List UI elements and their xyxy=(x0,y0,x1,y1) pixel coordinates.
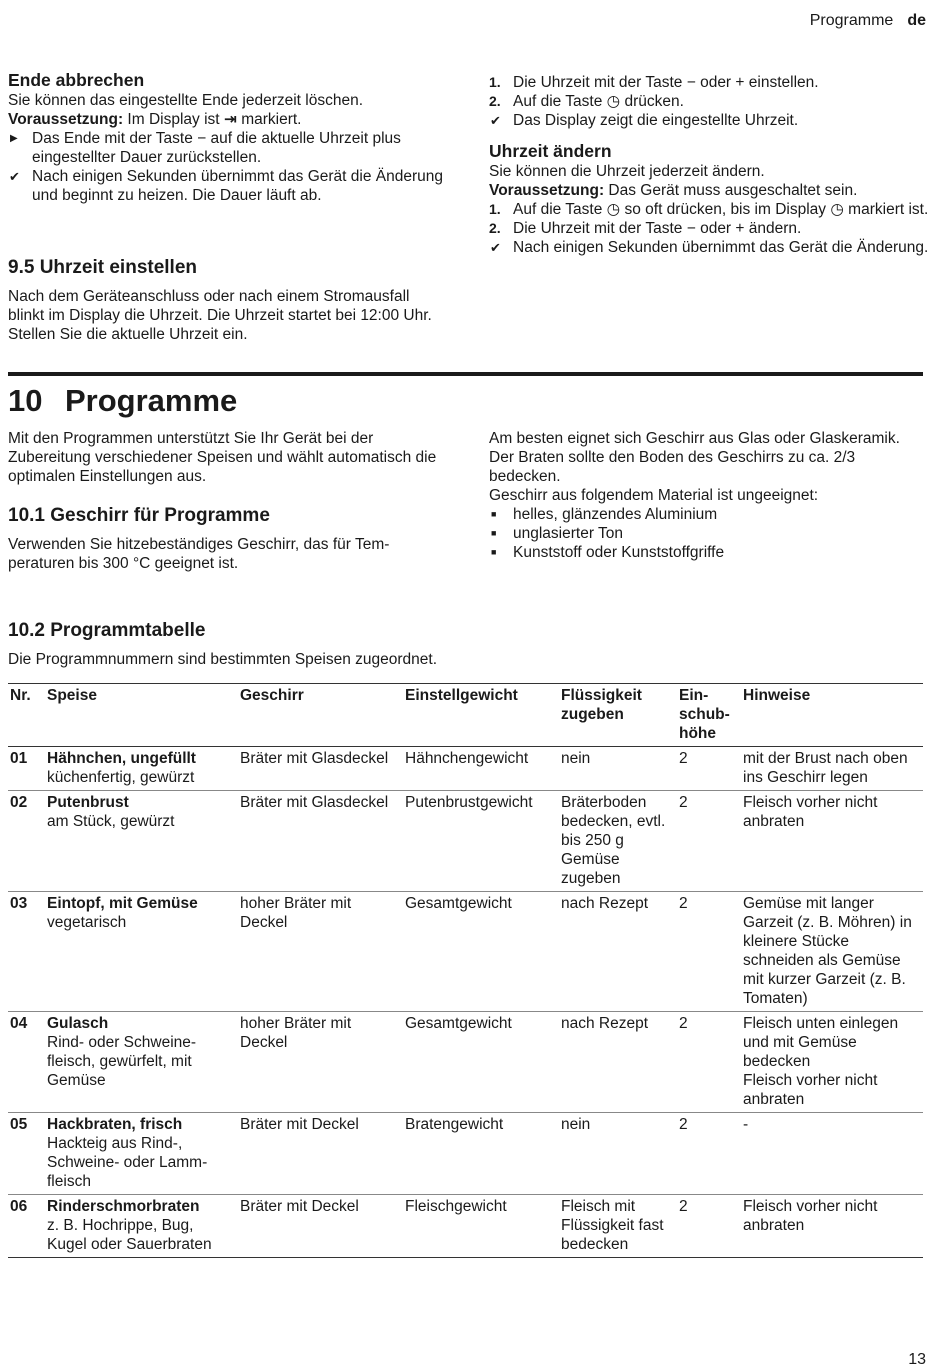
aendern-result: ✔ Nach einigen Sekunden übernimmt das Gerät die Änderung. xyxy=(490,239,929,256)
cell-fluessigkeit: Fleisch mit Flüssigkeit fast bedecken xyxy=(559,1195,677,1258)
cell-hinweise: - xyxy=(741,1113,923,1195)
dish-description: küchenfertig, gewürzt xyxy=(47,769,195,786)
uhrzeit-text: Nach dem Geräteanschluss oder nach einem Stromausfall blinkt im Display die Uhrzeit. Die Uhrzeit startet bei 12:00 Uhr. Stellen Sie die aktuelle Uhrzeit ein. xyxy=(8,288,432,343)
dish-name: Eintopf, mit Gemüse xyxy=(47,895,198,912)
square-bullet-icon: ■ xyxy=(491,528,497,538)
header-geschirr: Geschirr xyxy=(238,684,403,747)
dish-name: Hackbraten, frisch xyxy=(47,1116,183,1133)
cell-speise xyxy=(45,791,238,892)
cell-fluessigkeit: nein xyxy=(559,747,677,791)
aendern-title: Uhrzeit ändern xyxy=(489,141,612,161)
step-number: 1. xyxy=(489,201,501,217)
chapter-left-column xyxy=(8,429,448,573)
check-icon: ✔ xyxy=(490,240,501,255)
cell-geschirr: Bräter mit Glasdeckel xyxy=(238,791,403,892)
cell-einschubhoehe: 2 xyxy=(677,1195,741,1258)
dish-description: Hackteig aus Rind-, Schweine- oder Lammfleisch xyxy=(47,1135,208,1190)
ende-step: ▶ Das Ende mit der Taste − auf die aktuelle Uhrzeit plus eingestellter Dauer zurückstellen. xyxy=(10,130,401,166)
dish-description: z. B. Hochrippe, Bug, Kugel oder Sauerbraten xyxy=(47,1217,212,1253)
end-time-icon: ⇥ xyxy=(223,111,237,128)
dish-name: Putenbrust xyxy=(47,794,129,811)
table-row xyxy=(8,1012,923,1113)
cell-fluessigkeit: nein xyxy=(559,1113,677,1195)
ende-title: Ende abbrechen xyxy=(8,70,145,90)
cell-hinweise: Gemüse mit langer Garzeit (z. B. Möhren) in kleinere Stücke schneiden als Gemüse mit kurzer Garzeit (z. B. Tomaten) xyxy=(741,892,923,1012)
step-number: 1. xyxy=(489,74,501,90)
table-row xyxy=(8,1195,923,1258)
cell-speise xyxy=(45,1113,238,1195)
check-icon: ✔ xyxy=(9,169,20,184)
header-hinweise: Hinweise xyxy=(741,684,923,747)
cell-einstellgewicht: Putenbrustgewicht xyxy=(403,791,559,892)
cell-einstellgewicht: Fleischgewicht xyxy=(403,1195,559,1258)
triangle-bullet-icon: ▶ xyxy=(10,133,18,144)
aendern-step-2: 2. Die Uhrzeit mit der Taste − oder + ändern. xyxy=(489,220,802,237)
step-result: ✔ Das Display zeigt die eingestellte Uhrzeit. xyxy=(490,112,799,129)
header-speise: Speise xyxy=(45,684,238,747)
table-intro: Die Programmnummern sind bestimmten Speisen zugeordnet. xyxy=(8,651,438,668)
cell-nr: 05 xyxy=(8,1113,45,1195)
chapter-name: Programme xyxy=(65,383,238,418)
cell-hinweise: Fleisch unten einlegen und mit Gemüse bedecken Fleisch vorher nicht anbraten xyxy=(741,1012,923,1113)
ende-pre-tail: markiert. xyxy=(236,111,302,128)
cell-fluessigkeit: Bräterboden bedecken, evtl. bis 250 g Gemüse zugeben xyxy=(559,791,677,892)
cell-hinweise: Fleisch vorher nicht anbraten xyxy=(741,1195,923,1258)
dish-description: vegetarisch xyxy=(47,914,127,931)
cell-nr: 01 xyxy=(8,747,45,791)
cell-einstellgewicht: Bratengewicht xyxy=(403,1113,559,1195)
cell-hinweise: Fleisch vorher nicht anbraten xyxy=(741,791,923,892)
ende-precondition xyxy=(8,110,448,129)
uhrzeit-einstellen-section xyxy=(8,256,448,344)
header-fluessigkeit: Flüssigkeit zugeben xyxy=(559,684,677,747)
cell-speise xyxy=(45,1195,238,1258)
cell-einstellgewicht: Gesamtgewicht xyxy=(403,892,559,1012)
ende-abbrechen-section xyxy=(8,69,448,205)
cell-einschubhoehe: 2 xyxy=(677,1113,741,1195)
ende-pre-text: Im Display ist xyxy=(123,111,224,128)
chapter-divider xyxy=(8,372,923,376)
uhrzeit-steps xyxy=(489,73,929,257)
check-icon: ✔ xyxy=(490,113,501,128)
uhrzeit-title: 9.5 Uhrzeit einstellen xyxy=(8,257,198,278)
geschirr-text: Verwenden Sie hitzebeständiges Geschirr, das für Temperaturen bis 300 °C geeignet ist. xyxy=(8,536,390,572)
table-row xyxy=(8,791,923,892)
chapter-intro: Mit den Programmen unterstützt Sie Ihr Gerät bei der Zubereitung verschiedener Speisen und wählt automatisch die optimalen Einstellungen aus. xyxy=(8,430,437,485)
step-number: 2. xyxy=(489,220,501,236)
cell-geschirr: Bräter mit Glasdeckel xyxy=(238,747,403,791)
cell-einstellgewicht: Gesamtgewicht xyxy=(403,1012,559,1113)
cell-geschirr: Bräter mit Deckel xyxy=(238,1195,403,1258)
cell-nr: 02 xyxy=(8,791,45,892)
aendern-step-1: 1. Auf die Taste ◷ so oft drücken, bis im Display ◷ markiert ist. xyxy=(489,201,929,218)
bullet-item: ■ unglasierter Ton xyxy=(491,525,624,542)
bullet-item: ■ Kunststoff oder Kunststoffgriffe xyxy=(491,544,725,561)
dish-name: Hähnchen, ungefüllt xyxy=(47,750,196,767)
geschirr-title: 10.1 Geschirr für Programme xyxy=(8,505,270,526)
cell-einschubhoehe: 2 xyxy=(677,747,741,791)
cell-speise xyxy=(45,892,238,1012)
cell-speise xyxy=(45,1012,238,1113)
cell-einschubhoehe: 2 xyxy=(677,892,741,1012)
chapter-right-column xyxy=(489,429,929,562)
cell-geschirr: hoher Bräter mit Deckel xyxy=(238,1012,403,1113)
cell-nr: 04 xyxy=(8,1012,45,1113)
cell-geschirr: hoher Bräter mit Deckel xyxy=(238,892,403,1012)
cell-hinweise: mit der Brust nach oben ins Geschirr legen xyxy=(741,747,923,791)
table-title: 10.2 Programmtabelle xyxy=(8,620,206,641)
header-einstellgewicht: Einstellgewicht xyxy=(403,684,559,747)
cell-nr: 06 xyxy=(8,1195,45,1258)
cell-einstellgewicht: Hähnchengewicht xyxy=(403,747,559,791)
aendern-intro: Sie können die Uhrzeit jederzeit ändern. xyxy=(489,163,765,180)
ende-pre-label: Voraussetzung: xyxy=(8,111,124,128)
header-lang: de xyxy=(907,12,926,29)
geschirr-text-1: Am besten eignet sich Geschirr aus Glas oder Glaskeramik. Der Braten sollte den Boden des Geschirrs zu ca. 2/3 bedecken. xyxy=(489,430,900,485)
cell-einschubhoehe: 2 xyxy=(677,791,741,892)
table-row xyxy=(8,892,923,1012)
cell-geschirr: Bräter mit Deckel xyxy=(238,1113,403,1195)
bullet-item: ■ helles, glänzendes Aluminium xyxy=(491,506,718,523)
chapter-number: 10 xyxy=(8,383,43,418)
table-row xyxy=(8,747,923,791)
cell-nr: 03 xyxy=(8,892,45,1012)
dish-name: Gulasch xyxy=(47,1015,109,1032)
dish-description: am Stück, gewürzt xyxy=(47,813,175,830)
header-nr: Nr. xyxy=(8,684,45,747)
page-number: 13 xyxy=(908,1351,926,1368)
program-table xyxy=(8,683,923,1258)
header-einschubhoehe: Einschubhöhe xyxy=(677,684,741,747)
dish-description: Rind- oder Schweinefleisch, gewürfelt, mit Gemüse xyxy=(47,1034,197,1089)
ende-intro: Sie können das eingestellte Ende jederzeit löschen. xyxy=(8,92,364,109)
header-section: Programme xyxy=(809,12,894,29)
chapter-title xyxy=(8,382,237,420)
table-header-row xyxy=(8,684,923,747)
table-row xyxy=(8,1113,923,1195)
cell-fluessigkeit: nach Rezept xyxy=(559,1012,677,1113)
geschirr-text-2: Geschirr aus folgendem Material ist ungeeignet: xyxy=(489,487,819,504)
page-header xyxy=(810,11,926,30)
programmtabelle-section xyxy=(8,619,908,669)
cell-fluessigkeit: nach Rezept xyxy=(559,892,677,1012)
ende-result: ✔ Nach einigen Sekunden übernimmt das Gerät die Änderung und beginnt zu heizen. Die Dauer läuft ab. xyxy=(9,168,444,204)
step-2: 2. Auf die Taste ◷ drücken. xyxy=(489,93,684,110)
aendern-precondition: Voraussetzung: Das Gerät muss ausgeschaltet sein. xyxy=(489,182,858,199)
step-number: 2. xyxy=(489,93,501,109)
square-bullet-icon: ■ xyxy=(491,547,497,557)
cell-speise xyxy=(45,747,238,791)
dish-name: Rinderschmorbraten xyxy=(47,1198,200,1215)
square-bullet-icon: ■ xyxy=(491,509,497,519)
cell-einschubhoehe: 2 xyxy=(677,1012,741,1113)
step-1: 1. Die Uhrzeit mit der Taste − oder + einstellen. xyxy=(489,74,819,91)
